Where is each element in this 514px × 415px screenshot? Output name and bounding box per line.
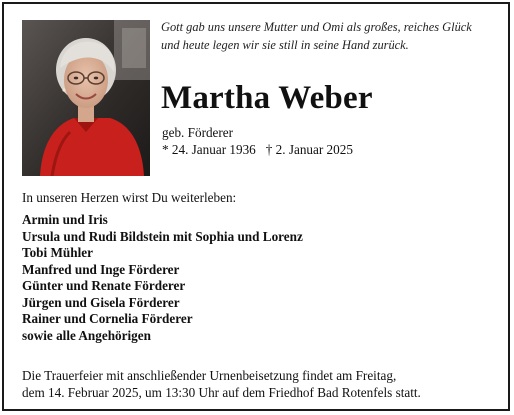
life-dates: [162, 142, 353, 158]
funeral-line-1: Die Trauerfeier mit anschließender Urnenbeisetzung findet am Freitag,: [22, 368, 397, 383]
funeral-line-2: dem 14. Februar 2025, um 13:30 Uhr auf dem Friedhof Bad Rotenfels statt.: [22, 385, 421, 400]
birth-date: * 24. Januar 1936: [162, 142, 256, 157]
mourner-item: Günter und Renate Förderer: [22, 278, 186, 293]
mourner-item: Rainer und Cornelia Förderer: [22, 311, 193, 326]
memorial-quote: [161, 18, 501, 54]
quote-line-2: und heute legen wir sie still in seine Hand zurück.: [161, 38, 409, 52]
mourner-item: Jürgen und Gisela Förderer: [22, 294, 180, 310]
mourners-list: [22, 212, 303, 344]
portrait-photo: [22, 20, 150, 176]
intro-text: In unseren Herzen wirst Du weiterleben:: [22, 190, 237, 205]
mourner-item: Armin und Iris: [22, 212, 108, 227]
funeral-info: [22, 367, 421, 401]
deceased-name: Martha Weber: [161, 80, 373, 116]
obituary-notice: [2, 2, 510, 411]
mourner-item: sowie alle Angehörigen: [22, 327, 151, 343]
quote-line-1: Gott gab uns unsere Mutter und Omi als großes, reiches Glück: [161, 20, 472, 34]
mourner-item: Ursula und Rudi Bildstein mit Sophia und Lorenz: [22, 228, 303, 244]
mourner-item: Manfred und Inge Förderer: [22, 261, 180, 277]
maiden-name: geb. Förderer: [162, 125, 234, 140]
mourner-item: Tobi Mühler: [22, 245, 93, 260]
death-date: † 2. Januar 2025: [265, 142, 353, 157]
